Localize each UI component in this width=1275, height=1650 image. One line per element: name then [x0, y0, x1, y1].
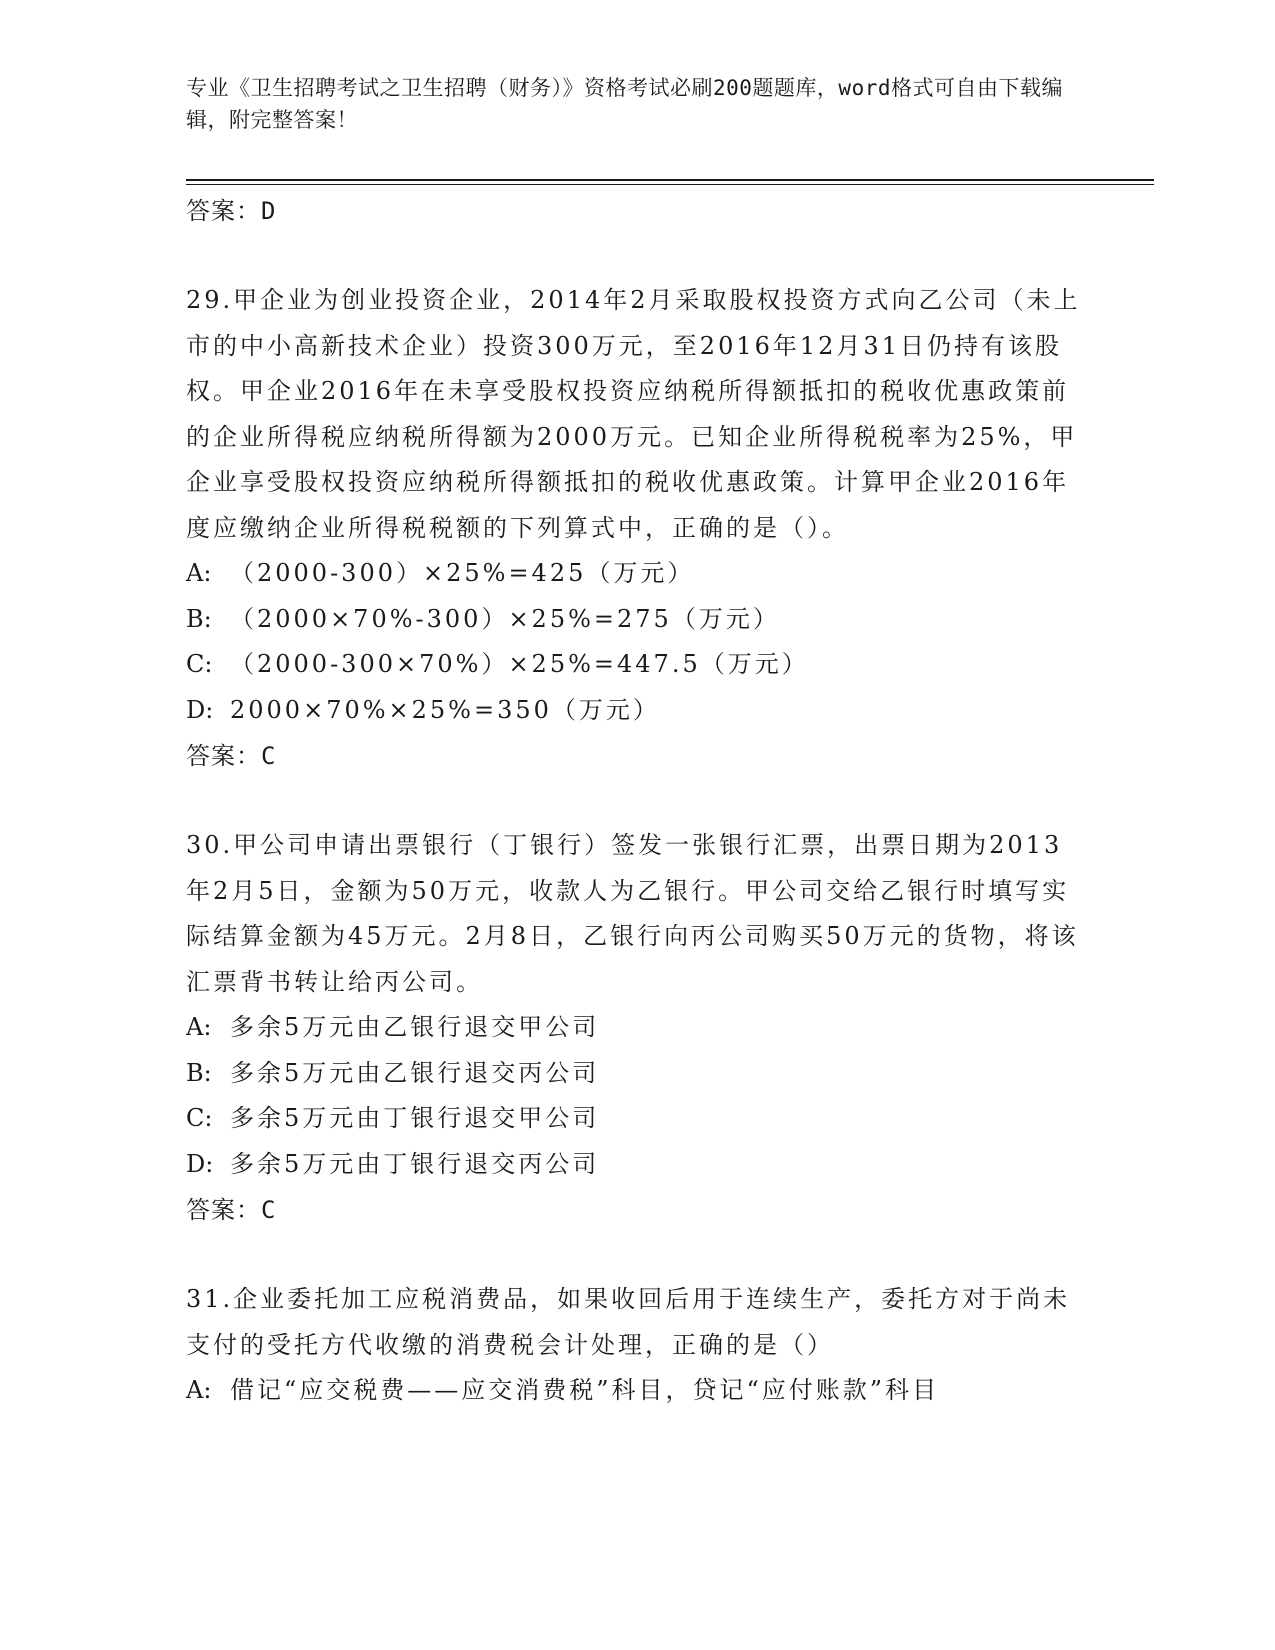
option-text: （2000-300）×25%=425（万元）	[230, 559, 695, 587]
question-31	[186, 1277, 1086, 1414]
header-divider-thin	[186, 184, 1154, 185]
header-divider-thick	[186, 179, 1154, 181]
answer-line: 答案：D	[186, 197, 277, 225]
option-label: D:	[186, 695, 214, 724]
option-a	[186, 1368, 1086, 1414]
question-29	[186, 278, 1086, 733]
option-text: 多余5万元由乙银行退交甲公司	[230, 1013, 600, 1041]
option-label: B:	[186, 1058, 212, 1087]
option-text: 2000×70%×25%=350（万元）	[230, 695, 660, 724]
option-b	[186, 1051, 1086, 1097]
option-c	[186, 1096, 1086, 1142]
question-stem: 29.甲企业为创业投资企业，2014年2月采取股权投资方式向乙公司（未上市的中小高新技术企业）投资300万元，至2016年12月31日仍持有该股权。甲企业2016年在未享受股权投资应纳税所得额抵扣的税收优惠政策前的企业所得税应纳税所得额为2000万元。已知企业所得税税率为25%，甲企业享受股权投资应纳税所得额抵扣的税收优惠政策。计算甲企业2016年度应缴纳企业所得税税额的下列算式中，正确的是（）。	[186, 286, 1081, 542]
option-text: 借记“应交税费——应交消费税”科目，贷记“应付账款”科目	[230, 1376, 940, 1404]
question-stem: 30.甲公司申请出票银行（丁银行）签发一张银行汇票，出票日期为2013年2月5日，金额为50万元，收款人为乙银行。甲公司交给乙银行时填写实际结算金额为45万元。2月8日，乙银行向丙公司购买50万元的货物，将该汇票背书转让给丙公司。	[186, 831, 1079, 996]
option-c	[186, 642, 1086, 688]
option-label: A:	[186, 1013, 212, 1041]
option-text: 多余5万元由丁银行退交丙公司	[230, 1149, 600, 1178]
option-text: 多余5万元由乙银行退交丙公司	[230, 1058, 600, 1087]
option-label: D:	[186, 1149, 214, 1178]
document-body	[186, 188, 1086, 1414]
option-text: （2000×70%-300）×25%=275（万元）	[230, 604, 780, 633]
spacer	[186, 1233, 1086, 1277]
option-label: A:	[186, 1376, 212, 1404]
option-text: （2000-300×70%）×25%=447.5（万元）	[230, 650, 809, 678]
spacer	[186, 234, 1086, 278]
answer-line: 答案：C	[186, 1196, 277, 1224]
option-text: 多余5万元由丁银行退交甲公司	[230, 1104, 600, 1132]
option-a	[186, 551, 1086, 597]
option-label: B:	[186, 604, 212, 633]
question-30	[186, 823, 1086, 1187]
question-stem: 31.企业委托加工应税消费品，如果收回后用于连续生产，委托方对于尚未支付的受托方代收缴的消费税会计处理，正确的是（）	[186, 1285, 1071, 1359]
page-header: 专业《卫生招聘考试之卫生招聘（财务）》资格考试必刷200题题库，word格式可自由下载编辑，附完整答案！	[186, 76, 1063, 132]
option-d	[186, 1142, 1086, 1188]
option-d	[186, 688, 1086, 734]
option-b	[186, 597, 1086, 643]
answer-line: 答案：C	[186, 742, 277, 770]
option-label: C:	[186, 1104, 213, 1132]
option-a	[186, 1005, 1086, 1051]
option-label: C:	[186, 650, 213, 678]
spacer	[186, 779, 1086, 823]
option-label: A:	[186, 559, 212, 587]
